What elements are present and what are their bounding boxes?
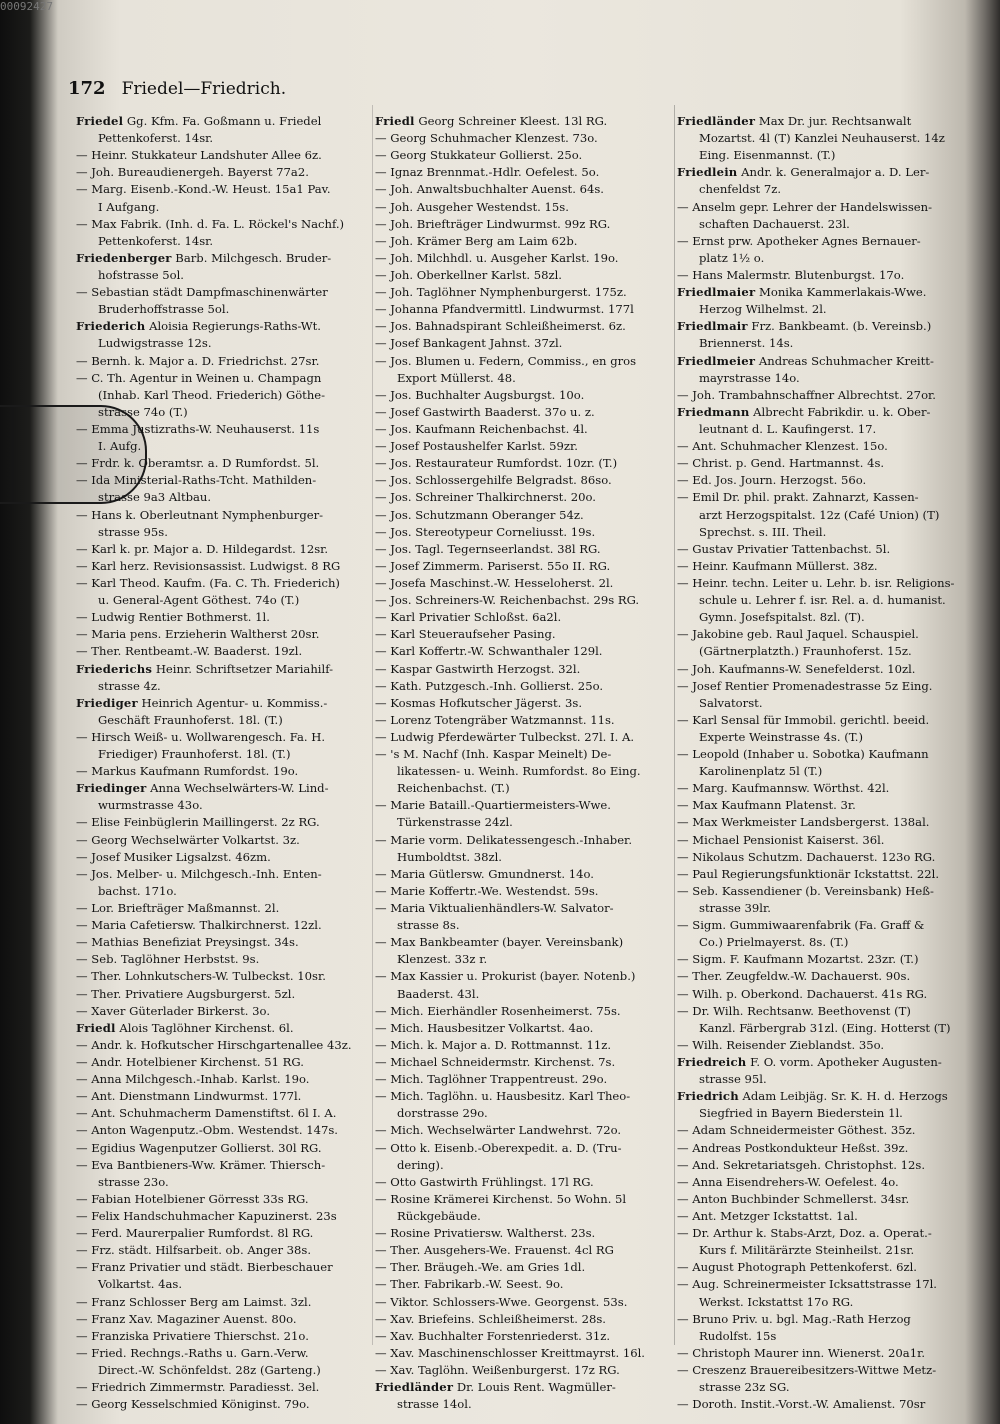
entry-line: — Ludwig Pferdewärter Tulbeckst. 27l. I. A. — [375, 729, 635, 744]
entry-line: — Georg Stukkateur Gollierst. 25o. — [375, 148, 583, 163]
entry-line: — Friedrich Zimmermstr. Paradiesst. 3el. — [76, 1380, 320, 1395]
entry-line: Gymn. Josefspitalst. 8zl. (T). — [699, 610, 865, 625]
entry-line: — Ther. Fabrikarb.-W. Seest. 9o. — [375, 1277, 564, 1292]
entry-line: — Heinr. techn. Leiter u. Lehr. b. isr. Religions- — [677, 575, 955, 590]
entry-line: Rückgebäude. — [397, 1209, 481, 1223]
entry-line: — Josef Gastwirth Baaderst. 37o u. z. — [375, 404, 595, 419]
column-middle — [375, 113, 675, 1413]
entry-line: — August Photograph Pettenkoferst. 6zl. — [677, 1260, 917, 1275]
entry-line: — Jos. Stereotypeur Corneliusst. 19s. — [375, 524, 596, 539]
entry-line: — Frdr. k. Oberamtsr. a. D Rumfordst. 5l. — [76, 456, 320, 471]
entry-line: — Ferd. Maurerpalier Rumfordst. 8l RG. — [76, 1226, 314, 1241]
entry-line: — Frz. städt. Hilfsarbeit. ob. Anger 38s. — [76, 1243, 312, 1258]
entry-line: Salvatorst. — [699, 695, 763, 710]
entry-line: — Seb. Taglöhner Herbstst. 9s. — [76, 952, 260, 967]
entry-line: strasse 74o (T.) — [98, 404, 188, 419]
entry-line: strasse 23o. — [98, 1174, 169, 1189]
entry-line: (Inhab. Karl Theod. Friederich) Göthe- — [98, 387, 326, 402]
entry-line: — Franziska Privatiere Thierschst. 21o. — [76, 1328, 309, 1343]
entry-line: — Ther. Zeugfeldw.-W. Dachauerst. 90s. — [677, 969, 911, 984]
entry-line: likatessen- u. Weinh. Rumfordst. 8o Eing. — [397, 764, 641, 779]
entry-line: — Karl Theod. Kaufm. (Fa. C. Th. Friederich) — [76, 575, 340, 590]
entry-line: Friedinger Anna Wechselwärters-W. Lind- — [76, 781, 329, 796]
entry-line: — Emma Justizraths-W. Neuhauserst. 11s — [76, 421, 320, 436]
entry-line: — Xav. Briefeins. Schleißheimerst. 28s. — [375, 1311, 606, 1326]
entry-line: — Jos. Restaurateur Rumfordst. 10zr. (T.) — [375, 456, 618, 471]
entry-line: — Jos. Schutzmann Oberanger 54z. — [375, 507, 584, 522]
entry-line: I Aufgang. — [98, 199, 160, 214]
entry-line: — Jos. Schlossergehilfe Belgradst. 86so. — [375, 473, 612, 488]
entry-line: — Emil Dr. phil. prakt. Zahnarzt, Kassen- — [677, 490, 919, 505]
entry-line: — Michael Schneidermstr. Kirchenst. 7s. — [375, 1055, 616, 1070]
entry-line: — Kaspar Gastwirth Herzogst. 32l. — [375, 661, 581, 676]
page-header — [68, 78, 286, 99]
entry-line: — Ernst prw. Apotheker Agnes Bernauer- — [677, 233, 921, 248]
entry-line: — Ant. Metzger Ickstattst. 1al. — [677, 1209, 858, 1223]
entry-line: platz 1½ o. — [699, 250, 765, 265]
entry-line: — Andr. k. Hofkutscher Hirschgartenallee 43z. — [76, 1037, 352, 1052]
entry-line: strasse 95s. — [98, 524, 168, 539]
entry-line: Friedel Gg. Kfm. Fa. Goßmann u. Friedel — [76, 114, 322, 128]
entry-line: — Max Bankbeamter (bayer. Vereinsbank) — [375, 935, 624, 950]
entry-line: — Georg Wechselwärter Volkartst. 3z. — [76, 832, 300, 847]
entry-line: — Joh. Milchhdl. u. Ausgeher Karlst. 19o. — [375, 250, 619, 265]
entry-line: — Mich. Hausbesitzer Volkartst. 4ao. — [375, 1020, 594, 1035]
entry-line: schule u. Lehrer f. isr. Rel. a. d. humanist. — [699, 593, 946, 608]
column-right — [677, 113, 967, 1413]
entry-line: — Maria Cafetiersw. Thalkirchnerst. 12zl. — [76, 918, 322, 933]
page-number: 172 — [68, 78, 106, 99]
entry-line: — Karl Sensal für Immobil. gerichtl. beeid. — [677, 712, 930, 727]
entry-line: — Josef Musiker Ligsalzst. 46zm. — [76, 849, 271, 864]
entry-line: — Elise Feinbüglerin Maillingerst. 2z RG. — [76, 815, 320, 830]
entry-line: — Bruno Priv. u. bgl. Mag.-Rath Herzog — [677, 1311, 911, 1326]
entry-line: — Jos. Blumen u. Federn, Commiss., en gros — [375, 353, 637, 368]
entry-line: — Doroth. Instit.-Vorst.-W. Amalienst. 70sr — [677, 1397, 926, 1412]
entry-line: — Joh. Kaufmanns-W. Senefelderst. 10zl. — [677, 661, 916, 676]
entry-line: Friederichs Heinr. Schriftsetzer Mariahilf- — [76, 661, 334, 676]
entry-line: strasse 95l. — [699, 1072, 767, 1087]
entry-line: — Heinr. Stukkateur Landshuter Allee 6z. — [76, 148, 322, 163]
entry-line: — Nikolaus Schutzm. Dachauerst. 123o RG. — [677, 849, 936, 864]
entry-line: Kurs f. Militärärzte Steinheilst. 21sr. — [699, 1243, 915, 1258]
entry-line: Friedländer Max Dr. jur. Rechtsanwalt — [677, 114, 912, 128]
entry-line: u. General-Agent Göthest. 74o (T.) — [98, 593, 300, 608]
entry-line: Co.) Prielmayerst. 8s. (T.) — [699, 935, 849, 950]
entry-line: dorstrasse 29o. — [397, 1106, 488, 1121]
entry-line: — Ant. Dienstmann Lindwurmst. 177l. — [76, 1089, 302, 1104]
entry-line: — Ant. Schuhmacher Klenzest. 15o. — [677, 439, 888, 454]
entry-line: — Marg. Kaufmannsw. Wörthst. 42l. — [677, 781, 890, 796]
entry-line: — Georg Kesselschmied Königinst. 79o. — [76, 1397, 310, 1412]
entry-line: — Mich. k. Major a. D. Rottmannst. 11z. — [375, 1037, 612, 1052]
entry-line: — Ther. Rentbeamt.-W. Baaderst. 19zl. — [76, 644, 303, 659]
entry-line: Friedlmeier Andreas Schuhmacher Kreitt- — [677, 353, 934, 368]
entry-line: hofstrasse 5ol. — [98, 267, 184, 282]
entry-line: — Andreas Postkondukteur Heßst. 39z. — [677, 1140, 909, 1155]
entry-line: — Josef Rentier Promenadestrasse 5z Eing. — [677, 678, 933, 693]
entry-line: — Hans Malermstr. Blutenburgst. 17o. — [677, 267, 905, 282]
entry-line: — Xaver Güterlader Birkerst. 3o. — [76, 1003, 271, 1018]
entry-line: Friedlmaier Monika Kammerlakais-Wwe. — [677, 285, 927, 300]
entry-line: Friedl Alois Taglöhner Kirchenst. 6l. — [76, 1020, 294, 1035]
entry-line: — Fried. Rechngs.-Raths u. Garn.-Verw. — [76, 1345, 309, 1360]
entry-line: — Joh. Briefträger Lindwurmst. 99z RG. — [375, 216, 611, 231]
entry-line: — Wilh. Reisender Zieblandst. 35o. — [677, 1037, 885, 1052]
entry-line: Kanzl. Färbergrab 31zl. (Eing. Hotterst (T) — [699, 1020, 951, 1035]
entry-line: — Joh. Anwaltsbuchhalter Auenst. 64s. — [375, 182, 604, 197]
entry-line: — Kath. Putzgesch.-Inh. Gollierst. 25o. — [375, 678, 604, 693]
entry-line: — Joh. Bureaudienergeh. Bayerst 77a2. — [76, 165, 309, 180]
entry-line: Direct.-W. Schönfeldst. 28z (Garteng.) — [98, 1362, 321, 1377]
entry-line: Volkartst. 4as. — [98, 1277, 183, 1292]
entry-line: — Ther. Bräugeh.-We. am Gries 1dl. — [375, 1260, 586, 1275]
entry-line: — And. Sekretariatsgeh. Christophst. 12s. — [677, 1157, 926, 1172]
entry-line: Friediger) Fraunhoferst. 18l. (T.) — [98, 747, 291, 762]
entry-line: — Rosine Krämerei Kirchenst. 5o Wohn. 5l — [375, 1191, 627, 1206]
entry-line: — Josef Zimmerm. Pariserst. 55o II. RG. — [375, 558, 611, 573]
entry-line: — Joh. Krämer Berg am Laim 62b. — [375, 233, 578, 248]
entry-line: (Gärtnerplatzth.) Fraunhoferst. 15z. — [699, 644, 912, 659]
entry-line: — Franz Privatier und städt. Bierbeschauer — [76, 1260, 333, 1275]
entry-line: — Karl Steueraufseher Pasing. — [375, 627, 556, 642]
entry-line: — Andr. Hotelbiener Kirchenst. 51 RG. — [76, 1055, 304, 1070]
entry-line: — Kosmas Hofkutscher Jägerst. 3s. — [375, 695, 583, 710]
entry-line: — Jos. Schreiner Thalkirchnerst. 20o. — [375, 490, 596, 505]
entry-line: — Ther. Lohnkutschers-W. Tulbeckst. 10sr. — [76, 969, 326, 984]
entry-line: — Dr. Arthur k. Stabs-Arzt, Doz. a. Operat.- — [677, 1226, 932, 1241]
entry-line: Friedlmair Frz. Bankbeamt. (b. Vereinsb.) — [677, 319, 932, 334]
entry-line: Ludwigstrasse 12s. — [98, 336, 212, 351]
entry-line: Friederich Aloisia Regierungs-Raths-Wt. — [76, 319, 321, 334]
entry-line: — Marie vorm. Delikatessengesch.-Inhaber. — [375, 832, 633, 847]
entry-line: — Mich. Eierhändler Rosenheimerst. 75s. — [375, 1003, 621, 1018]
entry-line: — Heinr. Kaufmann Müllerst. 38z. — [677, 558, 878, 573]
entry-line: — Anna Eisendrehers-W. Oefelest. 4o. — [677, 1174, 899, 1189]
entry-line: — Maria Viktualienhändlers-W. Salvator- — [375, 901, 614, 916]
entry-line: — Karl herz. Revisionsassist. Ludwigst. 8 RG — [76, 558, 341, 573]
entry-line: Export Müllerst. 48. — [397, 370, 516, 385]
entry-line: — Wilh. p. Oberkond. Dachauerst. 41s RG. — [677, 986, 928, 1001]
entry-line: — Ludwig Rentier Bothmerst. 1l. — [76, 610, 270, 625]
entry-line: — Max Werkmeister Landsbergerst. 138al. — [677, 815, 930, 830]
entry-line: Friedreich F. O. vorm. Apotheker Augusten- — [677, 1055, 942, 1070]
entry-line: — Viktor. Schlossers-Wwe. Georgenst. 53s. — [375, 1294, 628, 1309]
entry-line: — Mich. Taglöhner Trappentreust. 29o. — [375, 1072, 608, 1087]
entry-line: Rudolfst. 15s — [699, 1328, 777, 1343]
scan-id: 00092427 — [0, 0, 53, 13]
entry-line: schaften Dachauerst. 23l. — [699, 216, 850, 231]
entry-line: Pettenkoferst. 14sr. — [98, 131, 214, 146]
entry-line: strasse 14ol. — [397, 1397, 472, 1412]
entry-line: — Johanna Pfandvermittl. Lindwurmst. 177l — [375, 302, 634, 317]
entry-line: — Josef Postaushelfer Karlst. 59zr. — [375, 439, 578, 454]
entry-line: Friedmann Albrecht Fabrikdir. u. k. Ober- — [677, 404, 931, 419]
entry-line: — Joh. Oberkellner Karlst. 58zl. — [375, 267, 562, 282]
entry-line: Friedlein Andr. k. Generalmajor a. D. Ler- — [677, 165, 930, 180]
entry-line: — Jos. Tagl. Tegernseerlandst. 38l RG. — [375, 541, 601, 556]
entry-line: — Karl Privatier Schloßst. 6a2l. — [375, 610, 562, 625]
entry-line: — Ed. Jos. Journ. Herzogst. 56o. — [677, 473, 867, 488]
entry-line: — Franz Xav. Magaziner Auenst. 80o. — [76, 1311, 297, 1326]
entry-line: — Ther. Ausgehers-We. Frauenst. 4cl RG — [375, 1243, 614, 1258]
entry-line: Herzog Wilhelmst. 2l. — [699, 302, 827, 317]
entry-line: — Xav. Buchhalter Forstenriederst. 31z. — [375, 1328, 611, 1343]
entry-line: — Anna Milchgesch.-Inhab. Karlst. 19o. — [76, 1072, 310, 1087]
entry-line: — Otto Gastwirth Frühlingst. 17l RG. — [375, 1174, 594, 1189]
entry-line: — Jakobine geb. Raul Jaquel. Schauspiel. — [677, 627, 919, 642]
entry-line: — Hirsch Weiß- u. Wollwarengesch. Fa. H. — [76, 729, 326, 744]
entry-line: Reichenbachst. (T.) — [397, 781, 510, 796]
entry-line: — Mich. Wechselwärter Landwehrst. 72o. — [375, 1123, 622, 1138]
entry-line: mayrstrasse 14o. — [699, 370, 800, 385]
entry-line: Friedländer Dr. Louis Rent. Wagmüller- — [375, 1380, 616, 1395]
entry-line: — Marie Koffertr.-We. Westendst. 59s. — [375, 883, 599, 898]
entry-line: — Maria Gütlersw. Gmundnerst. 14o. — [375, 866, 594, 881]
entry-line: — Anselm gepr. Lehrer der Handelswissen- — [677, 199, 933, 214]
entry-line: — Lorenz Totengräber Watzmannst. 11s. — [375, 712, 615, 727]
entry-line: — 's M. Nachf (Inh. Kaspar Meinelt) De- — [375, 747, 612, 762]
entry-line: — Anton Buchbinder Schmellerst. 34sr. — [677, 1191, 910, 1206]
entry-line: Klenzest. 33z r. — [397, 952, 488, 967]
entry-line: — Mich. Taglöhn. u. Hausbesitz. Karl Theo- — [375, 1089, 631, 1104]
entry-line: — Hans k. Oberleutnant Nymphenburger- — [76, 507, 324, 522]
entry-line: — Otto k. Eisenb.-Oberexpedit. a. D. (Tru- — [375, 1140, 622, 1155]
entry-line: — Joh. Taglöhner Nymphenburgerst. 175z. — [375, 285, 627, 300]
page-running-title: Friedel—Friedrich. — [121, 79, 287, 99]
entry-line: Friediger Heinrich Agentur- u. Kommiss.- — [76, 695, 328, 710]
entry-line: — Lor. Briefträger Maßmannst. 2l. — [76, 901, 280, 916]
entry-line: Friedl Georg Schreiner Kleest. 13l RG. — [375, 114, 608, 128]
entry-line: — Jos. Bahnadspirant Schleißheimerst. 6z. — [375, 319, 626, 334]
entry-line: Geschäft Fraunhoferst. 18l. (T.) — [98, 712, 283, 727]
entry-line: — Adam Schneidermeister Göthest. 35z. — [677, 1123, 916, 1138]
entry-line: — Ida Ministerial-Raths-Tcht. Mathilden- — [76, 473, 317, 488]
entry-line: — Max Kaufmann Platenst. 3r. — [677, 798, 856, 813]
entry-line: — Ther. Privatiere Augsburgerst. 5zl. — [76, 986, 296, 1001]
entry-line: Friedenberger Barb. Milchgesch. Bruder- — [76, 250, 332, 265]
entry-line: leutnant d. L. Kaufingerst. 17. — [699, 421, 877, 436]
entry-line: — Gustav Privatier Tattenbachst. 5l. — [677, 541, 891, 556]
entry-line: — Ant. Schuhmacherm Damenstiftst. 6l I. A. — [76, 1106, 337, 1121]
entry-line: — Max Fabrik. (Inh. d. Fa. L. Röckel's Nachf.) — [76, 216, 345, 231]
entry-line: — Sebastian städt Dampfmaschinenwärter — [76, 285, 328, 300]
column-left — [76, 113, 376, 1413]
entry-line: — Seb. Kassendiener (b. Vereinsbank) Heß- — [677, 883, 934, 898]
entry-line: arzt Herzogspitalst. 12z (Café Union) (T) — [699, 507, 940, 522]
entry-line: — Jos. Buchhalter Augsburgst. 10o. — [375, 387, 585, 402]
entry-line: — Josef Bankagent Jahnst. 37zl. — [375, 336, 563, 351]
entry-line: — Bernh. k. Major a. D. Friedrichst. 27sr. — [76, 353, 320, 368]
entry-line: — Dr. Wilh. Rechtsanw. Beethovenst (T) — [677, 1003, 911, 1018]
entry-line: Pettenkoferst. 14sr. — [98, 233, 214, 248]
entry-line: — Max Kassier u. Prokurist (bayer. Notenb.) — [375, 969, 636, 984]
entry-line: — Aug. Schreinermeister Icksattstrasse 17l. — [677, 1277, 937, 1292]
entry-line: strasse 23z SG. — [699, 1380, 790, 1395]
entry-line: — Christ. p. Gend. Hartmannst. 4s. — [677, 456, 885, 471]
entry-line: — Xav. Maschinenschlosser Kreittmayrst. 16l. — [375, 1345, 645, 1360]
entry-line: — Paul Regierungsfunktionär Ickstattst. 22l. — [677, 866, 940, 881]
entry-line: strasse 4z. — [98, 678, 161, 693]
entry-line: Karolinenplatz 5l (T.) — [699, 764, 823, 779]
entry-line: — Marg. Eisenb.-Kond.-W. Heust. 15a1 Pav. — [76, 182, 331, 197]
entry-line: Experte Weinstrasse 4s. (T.) — [699, 729, 864, 744]
entry-line: bachst. 171o. — [98, 883, 177, 898]
entry-line: wurmstrasse 43o. — [98, 798, 203, 813]
entry-line: Friedrich Adam Leibjäg. Sr. K. H. d. Herzogs — [677, 1089, 948, 1104]
entry-line: Baaderst. 43l. — [397, 986, 480, 1001]
entry-line: — Joh. Trambahnschaffner Albrechtst. 27or. — [677, 387, 936, 402]
entry-line: — Anton Wagenputz.-Obm. Westendst. 147s. — [76, 1123, 338, 1138]
entry-line: — Xav. Taglöhn. Weißenburgerst. 17z RG. — [375, 1362, 620, 1377]
entry-line: Werkst. Ickstattst 17o RG. — [699, 1294, 854, 1309]
entry-line: strasse 39lr. — [699, 901, 771, 916]
entry-line: I. Aufg. — [98, 439, 142, 454]
entry-line: — Sigm. F. Kaufmann Mozartst. 23zr. (T.) — [677, 952, 919, 967]
entry-line: — Michael Pensionist Kaiserst. 36l. — [677, 832, 885, 847]
entry-line: — Georg Schuhmacher Klenzest. 73o. — [375, 131, 598, 146]
entry-line: — Creszenz Brauereibesitzers-Wittwe Metz- — [677, 1362, 937, 1377]
entry-line: Sprechst. s. III. Theil. — [699, 524, 827, 539]
entry-line: — Joh. Ausgeher Westendst. 15s. — [375, 199, 569, 214]
entry-line: Mozartst. 4l (T) Kanzlei Neuhauserst. 14z — [699, 131, 945, 146]
entry-line: — Mathias Benefiziat Preysingst. 34s. — [76, 935, 299, 950]
entry-line: chenfeldst 7z. — [699, 182, 782, 197]
entry-line: — Marie Bataill.-Quartiermeisters-Wwe. — [375, 798, 611, 813]
entry-line: Eing. Eisenmannst. (T.) — [699, 148, 836, 163]
entry-line: — Ignaz Brennmat.-Hdlr. Oefelest. 5o. — [375, 165, 600, 180]
entry-line: strasse 9a3 Altbau. — [98, 490, 212, 505]
entry-line: — C. Th. Agentur in Weinen u. Champagn — [76, 370, 322, 385]
entry-line: — Franz Schlosser Berg am Laimst. 3zl. — [76, 1294, 312, 1309]
entry-line: — Karl k. pr. Major a. D. Hildegardst. 12sr. — [76, 541, 329, 556]
entry-line: — Sigm. Gummiwaarenfabrik (Fa. Graff & — [677, 918, 925, 933]
entry-line: dering). — [397, 1157, 444, 1172]
entry-line: — Markus Kaufmann Rumfordst. 19o. — [76, 764, 299, 779]
entry-line: Bruderhoffstrasse 5ol. — [98, 302, 230, 317]
entry-line: — Felix Handschuhmacher Kapuzinerst. 23s — [76, 1209, 337, 1223]
entry-line: Siegfried in Bayern Biederstein 1l. — [699, 1106, 903, 1121]
entry-line: — Fabian Hotelbiener Görresst 33s RG. — [76, 1191, 309, 1206]
entry-line: Briennerst. 14s. — [699, 336, 794, 351]
entry-line: — Karl Koffertr.-W. Schwanthaler 129l. — [375, 644, 603, 659]
entry-line: Humboldtst. 38zl. — [397, 849, 502, 864]
entry-line: — Jos. Melber- u. Milchgesch.-Inh. Enten- — [76, 866, 322, 881]
entry-line: — Eva Bantbieners-Ww. Krämer. Thiersch- — [76, 1157, 326, 1172]
entry-line: — Egidius Wagenputzer Gollierst. 30l RG. — [76, 1140, 322, 1155]
entry-line: strasse 8s. — [397, 918, 460, 933]
entry-line: — Rosine Privatiersw. Waltherst. 23s. — [375, 1226, 596, 1241]
entry-line: — Jos. Kaufmann Reichenbachst. 4l. — [375, 421, 588, 436]
entry-line: — Christoph Maurer inn. Wienerst. 20a1r. — [677, 1345, 926, 1360]
entry-line: — Leopold (Inhaber u. Sobotka) Kaufmann — [677, 747, 929, 762]
entry-line: — Maria pens. Erzieherin Waltherst 20sr. — [76, 627, 320, 642]
entry-line: — Josefa Maschinst.-W. Hesseloherst. 2l. — [375, 575, 614, 590]
entry-line: Türkenstrasse 24zl. — [397, 815, 513, 830]
entry-line: — Jos. Schreiners-W. Reichenbachst. 29s RG. — [375, 593, 640, 608]
